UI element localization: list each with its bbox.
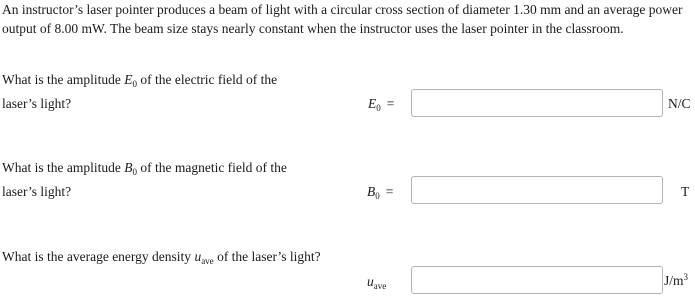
unit-base: J/m xyxy=(664,273,684,288)
uave-answer-input[interactable] xyxy=(411,266,663,294)
answer-label-uave xyxy=(367,274,386,291)
e0-answer-input[interactable] xyxy=(411,89,663,117)
question-magnetic-field-amplitude xyxy=(2,158,302,201)
question-text-end: of the laser’s light? xyxy=(213,249,321,264)
question-symbol: E xyxy=(124,72,133,87)
answer-subscript: 0 xyxy=(376,103,381,113)
question-symbol-subscript: ave xyxy=(201,256,214,266)
question-text: What is the amplitude xyxy=(2,160,125,175)
question-average-energy-density xyxy=(2,247,362,271)
answer-symbol: E xyxy=(368,96,377,111)
b0-answer-input[interactable] xyxy=(411,176,663,204)
question-text-end: of the magnetic field of the laser’s light? xyxy=(2,160,287,199)
answer-subscript: ave xyxy=(373,281,387,291)
unit-exponent: 3 xyxy=(683,272,689,282)
question-symbol: B xyxy=(124,160,133,175)
question-symbol: u xyxy=(194,249,202,264)
problem-statement xyxy=(2,0,692,38)
problem-statement-line-2: output of 8.00 mW. The beam size stays nearly constant when the instructor uses the laser pointer in the classroom. xyxy=(2,21,624,36)
equals-sign: = xyxy=(385,184,394,199)
answer-label-e0 xyxy=(368,96,394,113)
equals-sign: = xyxy=(386,96,395,111)
question-text: What is the average energy density xyxy=(2,249,195,264)
answer-symbol: u xyxy=(367,274,374,289)
question-text: What is the amplitude xyxy=(2,72,125,87)
unit-n-per-c: N/C xyxy=(668,96,691,111)
question-symbol-subscript: 0 xyxy=(132,79,137,89)
answer-label-b0 xyxy=(367,184,393,201)
answer-subscript: 0 xyxy=(375,191,380,201)
problem-statement-line-1: An instructor’s laser pointer produces a beam of light with a circular cross section of diameter 1.30 mm and an average power xyxy=(2,2,683,17)
unit-tesla: T xyxy=(681,184,690,199)
question-electric-field-amplitude xyxy=(2,70,302,113)
question-symbol-subscript: 0 xyxy=(132,167,137,177)
answer-symbol: B xyxy=(367,184,376,199)
question-text-end: of the electric field of the laser’s light? xyxy=(2,72,278,111)
unit-joule-per-cubic-meter xyxy=(664,272,688,289)
